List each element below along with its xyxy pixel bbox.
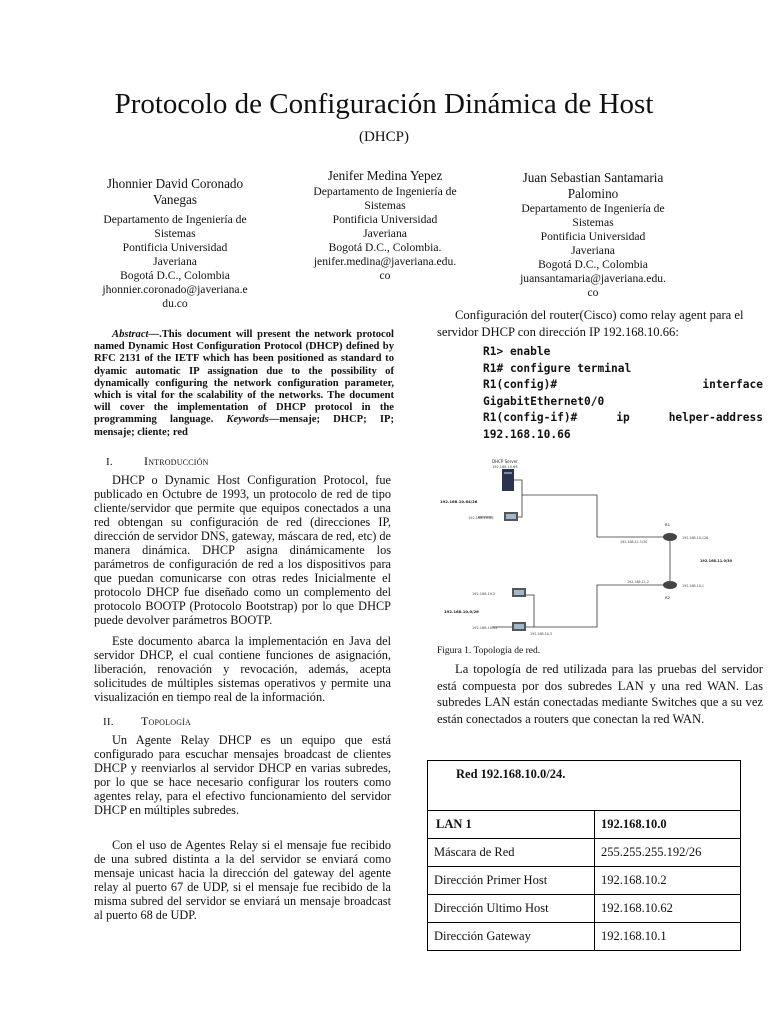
- table-cell-label: Dirección Ultimo Host: [428, 895, 595, 923]
- author-3-email-2: co: [587, 286, 599, 299]
- keywords: —mensaje; DHCP; IP; mensaje; cliente; red: [94, 414, 394, 438]
- author-1-aff-2: Sistemas: [154, 227, 196, 240]
- code-line-5: [483, 410, 763, 427]
- table-header-row: [428, 761, 741, 811]
- code-line-5a: R1(config-if)#: [483, 411, 578, 424]
- diagram-host4: 192.168.10.62: [472, 626, 498, 630]
- author-2-aff-5: Bogotá D.C., Colombia.: [328, 241, 442, 254]
- author-2-aff-2: Sistemas: [364, 199, 406, 212]
- author-3-aff-3: Pontificia Universidad: [540, 230, 646, 243]
- abstract-text: .This document will present the network protocol named Dynamic Host Configuration Protocol (DHCP) defined by RFC 2131 of the IETF which has been positioned as standard to dyamic automatic IP assignation due to the possibility of dynamically configuring the network configuration parameter, which is vital for the scalability of the networks. The document will cover the implementation of DHCP protocol in the programming language.: [94, 329, 394, 426]
- author-2-name: Jenifer Medina Yepez: [327, 168, 443, 183]
- diagram-server-ip: 192.168.10.66: [492, 465, 518, 469]
- author-2: [298, 168, 472, 283]
- diagram-wan: 192.168.11.0/30: [700, 559, 733, 563]
- author-3-name-line-2: Palomino: [567, 186, 619, 201]
- diagram-r1-label: R1: [665, 522, 671, 527]
- author-3: [506, 170, 680, 300]
- table-cell-label: Máscara de Red: [428, 839, 595, 867]
- code-line-3b: interface: [702, 378, 763, 391]
- author-3-aff-5: Bogotá D.C., Colombia: [538, 258, 648, 271]
- section-2-paragraph-2: Con el uso de Agentes Relay si el mensaje fue recibido de una subred distinta a la del servidor se enviará como mensaje unicast hacia la dirección del gateway del agente relay al puerto 67 de UDP, si el mensaje fue recibido de la misma subred del servidor se enviará un mensaje broadcast al puerto 68 de UDP.: [94, 838, 391, 922]
- figure-caption: Figura 1. Topología de red.: [437, 646, 541, 656]
- author-1-aff-5: Bogotá D.C., Colombia: [120, 269, 230, 282]
- diagram-server-label: DHCP Server: [492, 459, 518, 464]
- topology-paragraph: La topología de red utilizada para las pruebas del servidor está compuesta por dos subredes LAN y una red WAN. Las subredes LAN están conectadas mediante Switches que a su vez están conectados a routers que conectan la red WAN.: [437, 662, 763, 726]
- section-1-title: Introducción: [144, 454, 209, 468]
- switch-b-screen: [514, 590, 524, 595]
- code-line-5c: helper-address: [668, 411, 763, 424]
- code-line-2: R1# configure terminal: [483, 361, 632, 375]
- author-1-aff-3: Pontificia Universidad: [122, 241, 228, 254]
- diagram-r1-link: 192.168.11.1/30: [620, 540, 648, 544]
- author-3-aff-4: Javeriana: [571, 244, 615, 257]
- table-cell-label: Dirección Gateway: [428, 923, 595, 951]
- author-2-email-2: co: [379, 269, 391, 282]
- table-cell-value: 192.168.10.62: [595, 895, 741, 923]
- section-1-paragraph-1: DHCP o Dynamic Host Configuration Protocol, fue publicado en Octubre de 1993, un protocolo de red de tipo cliente/servidor que permite que equipos conectados a una red obtengan su configuración de red (direcciones IP, dirección de servidor DNS, gateway, máscara de red, etc) de manera dinámica. DHCP asigna dinámicamente los parámetros de configuración de red a los dispositivos para que puedan comunicarse con otras redes Inicialmente el protocolo DHCP fue diseñado como un complemento del protocolo BOOTP (Protocolo Bootstrap) por lo que DHCP puede devolver parámetros BOOTP.: [94, 473, 391, 627]
- section-2-heading: [103, 714, 191, 729]
- author-3-aff-1: Departamento de Ingeniería de: [521, 202, 665, 215]
- table-cell-label: Dirección Primer Host: [428, 867, 595, 895]
- author-1-name-line-1: Jhonnier David Coronado: [106, 176, 244, 191]
- section-2-number: II.: [103, 716, 114, 728]
- server-icon-detail: [504, 472, 512, 474]
- author-2-aff-3: Pontificia Universidad: [332, 213, 438, 226]
- link-switch-a-r1: [522, 495, 668, 537]
- abstract-dash: —: [148, 329, 160, 340]
- author-3-name-line-1: Juan Sebastian Santamaria: [522, 170, 664, 185]
- author-2-aff-1: Departamento de Ingeniería de: [313, 185, 457, 198]
- section-1-heading: [106, 454, 209, 469]
- diagram-r2-lan: 192.168.10.1: [682, 584, 705, 588]
- code-line-5b: ip: [616, 411, 630, 424]
- table-row: [428, 867, 741, 895]
- table-row: [428, 895, 741, 923]
- section-1-number: I.: [106, 456, 113, 468]
- abstract-label: Abstract: [112, 329, 149, 340]
- author-1-email-2: du.co: [162, 297, 188, 310]
- router-r1-icon: [663, 533, 677, 541]
- abstract: [94, 329, 394, 439]
- table-cell-label: LAN 1: [428, 811, 595, 839]
- author-3-aff-2: Sistemas: [572, 216, 614, 229]
- section-2-title: Topología: [141, 714, 192, 728]
- author-1: [88, 176, 262, 311]
- table-row: [428, 923, 741, 951]
- table-cell-value: 192.168.10.0: [595, 811, 741, 839]
- table-header: Red 192.168.10.0/24.: [428, 761, 741, 811]
- author-1-name-line-2: Vanegas: [153, 192, 197, 207]
- diagram-net-a: 192.168.10.64/26: [440, 499, 478, 504]
- author-1-aff-1: Departamento de Ingeniería de: [103, 213, 247, 226]
- code-line-6: 192.168.10.66: [483, 427, 571, 441]
- diagram-net-b: 192.168.10.0/26: [444, 609, 479, 614]
- keywords-label: Keywords: [226, 414, 269, 426]
- author-2-aff-4: Javeriana: [363, 227, 407, 240]
- config-intro: Configuración del router(Cisco) como relay agent para el servidor DHCP con dirección IP 192.168.10.66:: [437, 308, 744, 339]
- section-1-paragraph-2: Este documento abarca la implementación en Java del servidor DHCP, el cual contiene funciones de asignación, liberación, renovación y revocación, además, acepta solicitudes de múltiples sistemas operativos y permite una visualización en tiempo real de la información.: [94, 634, 391, 704]
- diagram-r2-link: 192.168.11.2: [627, 580, 650, 584]
- author-3-email-1: juansantamaria@javeriana.edu.: [520, 272, 666, 285]
- code-line-3: [483, 377, 763, 394]
- link-r2-switch-b: [520, 585, 668, 627]
- paper-title: Protocolo de Configuración Dinámica de Host: [114, 88, 654, 120]
- table-cell-value: 255.255.255.192/26: [595, 839, 741, 867]
- author-2-email-1: jenifer.medina@javeriana.edu.: [313, 255, 457, 268]
- diagram-r1-lan: 192.168.10.126: [682, 536, 709, 540]
- section-2-paragraph-1: Un Agente Relay DHCP es un equipo que está configurado para escuchar mensajes broadcast de clientes DHCP y reenviarlos al servidor DHCP en varias subredes, por lo que se hace necesario configurar los routers como agentes relay, para el efectivo funcionamiento del servidor DHCP en múltiples subredes.: [94, 733, 391, 817]
- code-line-1: R1> enable: [483, 345, 551, 358]
- diagram-host3: 192.168.10.3: [530, 632, 553, 636]
- paper-subtitle: (DHCP): [358, 129, 409, 145]
- code-line-3a: R1(config)#: [483, 378, 558, 391]
- code-block: [483, 344, 763, 443]
- table-cell-value: 192.168.10.1: [595, 923, 741, 951]
- table-row: [428, 811, 741, 839]
- network-table: [427, 760, 741, 951]
- network-topology-figure: [432, 455, 750, 645]
- author-1-email-1: jhonnier.coronado@javeriana.e: [102, 283, 248, 296]
- router-r2-icon: [663, 581, 677, 589]
- switch-a-screen: [506, 514, 516, 519]
- topology-links: [478, 480, 670, 627]
- host-b-screen: [514, 624, 524, 629]
- code-line-4: GigabitEthernet0/0: [483, 394, 605, 408]
- diagram-host2: 192.168.10.2: [472, 592, 496, 596]
- author-1-aff-4: Javeriana: [153, 255, 197, 268]
- table-row: [428, 839, 741, 867]
- diagram-r2-label: R2: [665, 595, 671, 600]
- diagram-host1: 192.168.10.65: [468, 516, 494, 520]
- table-cell-value: 192.168.10.2: [595, 867, 741, 895]
